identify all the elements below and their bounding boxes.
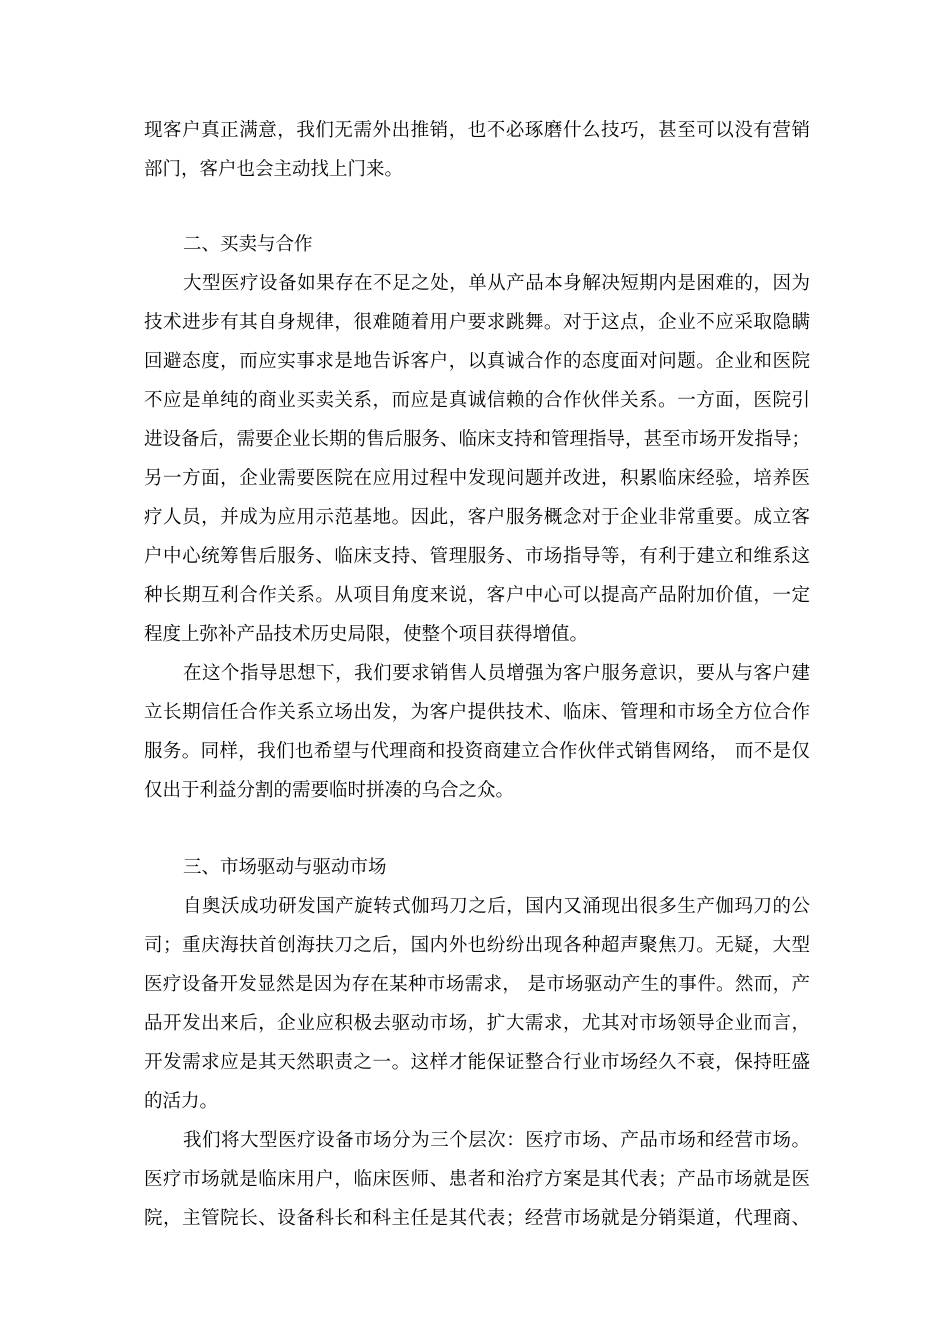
section-2-p1-line-6: 另一方面，企业需要医院在应用过程中发现问题并改进，积累临床经验，培养医: [144, 468, 810, 489]
intro-line-1: 现客户真正满意，我们无需外出推销，也不必琢磨什么技巧，甚至可以没有营销: [144, 120, 810, 141]
section-2-p1-line-7: 疗人员，并成为应用示范基地。因此，客户服务概念对于企业非常重要。成立客: [144, 507, 810, 528]
section-3-p1-line-1: 自奥沃成功研发国产旋转式伽玛刀之后，国内又涌现出很多生产伽玛刀的公: [183, 896, 810, 917]
section-2-p2-line-3: 服务。同样，我们也希望与代理商和投资商建立合作伙伴式销售网络， 而不是仅: [144, 741, 810, 762]
section-3-p2-line-3: 院，主管院长、设备科长和科主任是其代表；经营市场就是分销渠道，代理商、: [144, 1208, 810, 1229]
section-2-p1-line-2: 技术进步有其自身规律，很难随着用户要求跳舞。对于这点，企业不应采取隐瞒: [144, 312, 810, 333]
section-2-p1-line-4: 不应是单纯的商业买卖关系，而应是真诚信赖的合作伙伴关系。一方面，医院引: [144, 390, 810, 411]
section-3-p1-line-5: 开发需求应是其天然职责之一。这样才能保证整合行业市场经久不衰，保持旺盛: [144, 1052, 810, 1073]
section-3-p1-line-2: 司；重庆海扶首创海扶刀之后，国内外也纷纷出现各种超声聚焦刀。无疑，大型: [144, 935, 810, 956]
section-2-p1-line-9: 种长期互利合作关系。从项目角度来说，客户中心可以提高产品附加价值，一定: [144, 585, 810, 606]
section-2-p2-line-2: 立长期信任合作关系立场出发，为客户提供技术、临床、管理和市场全方位合作: [144, 702, 810, 723]
section-2-p1-line-8: 户中心统筹售后服务、临床支持、管理服务、市场指导等，有利于建立和维系这: [144, 546, 810, 567]
section-3-p1-line-4: 品开发出来后，企业应积极去驱动市场，扩大需求，尤其对市场领导企业而言，: [144, 1013, 810, 1034]
section-2-p1-line-3: 回避态度，而应实事求是地告诉客户，以真诚合作的态度面对问题。企业和医院: [144, 351, 810, 372]
section-3-p1-line-6: 的活力。: [144, 1091, 219, 1112]
section-2-p1-line-1: 大型医疗设备如果存在不足之处，单从产品本身解决短期内是困难的，因为: [183, 273, 810, 294]
section-3-heading: 三、市场驱动与驱动市场: [183, 857, 387, 878]
section-3-p2-line-1: 我们将大型医疗设备市场分为三个层次：医疗市场、产品市场和经营市场。: [183, 1130, 810, 1151]
section-2-p2-line-1: 在这个指导思想下，我们要求销售人员增强为客户服务意识，要从与客户建: [183, 663, 810, 684]
section-2-p1-line-5: 进设备后，需要企业长期的售后服务、临床支持和管理指导，甚至市场开发指导；: [144, 429, 811, 450]
section-3-p2-line-2: 医疗市场就是临床用户，临床医师、患者和治疗方案是其代表；产品市场就是医: [144, 1169, 810, 1190]
section-2-p2-line-4: 仅出于利益分割的需要临时拼凑的乌合之众。: [144, 780, 515, 801]
section-3-p1-line-3: 医疗设备开发显然是因为存在某种市场需求， 是市场驱动产生的事件。然而，产: [144, 974, 810, 995]
intro-line-2: 部门，客户也会主动找上门来。: [144, 159, 404, 180]
section-2-heading: 二、买卖与合作: [183, 234, 313, 255]
section-2-p1-line-10: 程度上弥补产品技术历史局限，使整个项目获得增值。: [144, 624, 589, 645]
